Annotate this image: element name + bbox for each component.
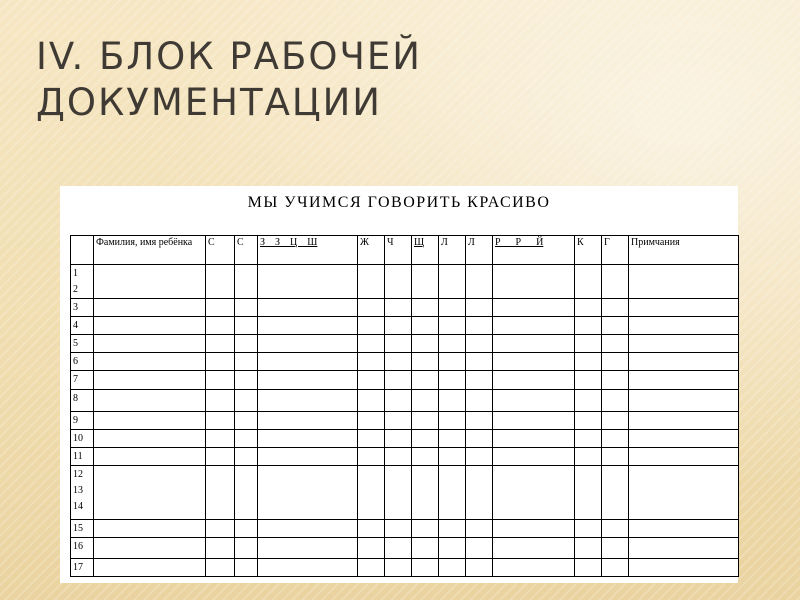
table-cell [206, 466, 235, 520]
table-cell [358, 265, 385, 299]
table-cell [258, 353, 358, 371]
table-cell [602, 353, 629, 371]
table-cell [94, 299, 206, 317]
table-cell [439, 371, 466, 390]
row-number-cell [71, 559, 94, 577]
table-cell [94, 335, 206, 353]
table-cell [235, 317, 258, 335]
table-cell [358, 390, 385, 412]
header-cell: С [206, 236, 235, 265]
table-cell [493, 430, 575, 448]
table-cell [602, 265, 629, 299]
slide-title [36, 34, 422, 126]
table-cell [439, 412, 466, 430]
table-cell [602, 317, 629, 335]
table-cell [439, 430, 466, 448]
table-cell [466, 299, 493, 317]
row-number: 17 [73, 562, 83, 573]
table-cell [385, 538, 412, 559]
table-cell [602, 412, 629, 430]
table-cell [629, 317, 739, 335]
table-cell [602, 299, 629, 317]
table-cell [439, 317, 466, 335]
table-cell [493, 412, 575, 430]
table-cell [358, 466, 385, 520]
table-cell [258, 538, 358, 559]
table-cell [412, 317, 439, 335]
header-cell: Примчания [629, 236, 739, 265]
row-number: 6 [73, 356, 78, 367]
table-cell [575, 412, 602, 430]
row-number: 13 [73, 485, 83, 496]
table-cell [235, 353, 258, 371]
table-cell [358, 520, 385, 538]
header-cell: Г [602, 236, 629, 265]
table-cell [94, 353, 206, 371]
table-cell [358, 299, 385, 317]
table-cell [629, 390, 739, 412]
table-cell [385, 371, 412, 390]
header-cell: К [575, 236, 602, 265]
table-cell [258, 448, 358, 466]
row-number: 11 [73, 451, 83, 462]
table-cell [258, 317, 358, 335]
table-cell [358, 448, 385, 466]
row-number: 9 [73, 415, 78, 426]
table-cell [206, 430, 235, 448]
table-cell [385, 390, 412, 412]
table-cell [258, 520, 358, 538]
table-row [71, 335, 739, 353]
row-number: 5 [73, 338, 78, 349]
header-cell-name: Фамилия, имя ребёнка [94, 236, 206, 265]
table-cell [94, 448, 206, 466]
table-row [71, 520, 739, 538]
children-record-table [70, 235, 739, 577]
slide-title-line-1: IV. БЛОК РАБОЧЕЙ [36, 35, 422, 78]
table-cell [385, 430, 412, 448]
table-cell [575, 353, 602, 371]
row-number: 12 [73, 469, 83, 480]
table-cell [206, 353, 235, 371]
table-cell [412, 412, 439, 430]
header-cell-number [71, 236, 94, 265]
table-row [71, 390, 739, 412]
table-cell [629, 520, 739, 538]
row-number-cell [71, 335, 94, 353]
table-cell [385, 520, 412, 538]
table-cell [412, 299, 439, 317]
header-cell: Ж [358, 236, 385, 265]
table-cell [493, 317, 575, 335]
table-cell [466, 430, 493, 448]
table-cell [412, 335, 439, 353]
table-cell [629, 265, 739, 299]
table-cell [439, 559, 466, 577]
table-cell [466, 265, 493, 299]
table-cell [629, 466, 739, 520]
table-cell [358, 430, 385, 448]
table-cell [602, 538, 629, 559]
table-cell [575, 559, 602, 577]
table-cell [258, 559, 358, 577]
table-cell [235, 335, 258, 353]
table-cell [206, 371, 235, 390]
table-cell [206, 538, 235, 559]
table-cell [385, 412, 412, 430]
table-row [71, 299, 739, 317]
table-cell [206, 265, 235, 299]
table-cell [439, 265, 466, 299]
table-cell [439, 448, 466, 466]
header-cell: С [235, 236, 258, 265]
table-cell [94, 559, 206, 577]
table-cell [412, 430, 439, 448]
table-cell [439, 353, 466, 371]
table-cell [412, 265, 439, 299]
table-cell [358, 317, 385, 335]
table-cell [385, 353, 412, 371]
row-number-cell [71, 390, 94, 412]
document-image [60, 186, 738, 583]
table-cell [493, 353, 575, 371]
table-cell [94, 430, 206, 448]
table-cell [358, 353, 385, 371]
table-cell [629, 335, 739, 353]
table-row [71, 412, 739, 430]
table-cell [439, 538, 466, 559]
table-cell [412, 353, 439, 371]
table-cell [235, 538, 258, 559]
table-cell [466, 466, 493, 520]
table-cell [602, 466, 629, 520]
table-cell [412, 559, 439, 577]
table-cell [235, 448, 258, 466]
table-cell [412, 448, 439, 466]
table-cell [206, 520, 235, 538]
table-cell [358, 412, 385, 430]
table-cell [466, 559, 493, 577]
header-cell: Ч [385, 236, 412, 265]
table-cell [94, 265, 206, 299]
table-cell [412, 520, 439, 538]
table-cell [602, 371, 629, 390]
table-cell [466, 520, 493, 538]
table-cell [439, 335, 466, 353]
table-cell [358, 335, 385, 353]
table-cell [629, 538, 739, 559]
table-row [71, 430, 739, 448]
table-row [71, 466, 739, 520]
row-number-cell [71, 448, 94, 466]
slide-title-line-2: ДОКУМЕНТАЦИИ [36, 81, 382, 124]
header-cell: Л [439, 236, 466, 265]
table-row [71, 265, 739, 299]
table-cell [412, 466, 439, 520]
table-cell [575, 335, 602, 353]
table-row [71, 371, 739, 390]
table-cell [94, 538, 206, 559]
row-number: 15 [73, 523, 83, 534]
table-cell [206, 390, 235, 412]
row-number-cell [71, 371, 94, 390]
table-cell [206, 448, 235, 466]
row-number-cell [71, 466, 94, 520]
table-cell [206, 412, 235, 430]
row-number: 4 [73, 320, 78, 331]
row-number: 14 [73, 501, 83, 512]
header-cell: Р Р Й [493, 236, 575, 265]
row-number-cell [71, 430, 94, 448]
table-cell [385, 265, 412, 299]
table-cell [602, 520, 629, 538]
table-cell [493, 299, 575, 317]
table-cell [466, 371, 493, 390]
table-cell [575, 371, 602, 390]
row-number: 1 [73, 268, 78, 279]
table-cell [466, 412, 493, 430]
table-cell [439, 390, 466, 412]
table-cell [358, 538, 385, 559]
table-cell [602, 448, 629, 466]
table-cell [575, 265, 602, 299]
table-cell [493, 538, 575, 559]
table-cell [602, 335, 629, 353]
table-cell [629, 448, 739, 466]
table-cell [439, 299, 466, 317]
table-cell [466, 353, 493, 371]
table-cell [493, 265, 575, 299]
table-cell [235, 412, 258, 430]
table-cell [385, 466, 412, 520]
table-cell [412, 390, 439, 412]
table-cell [493, 466, 575, 520]
table-cell [629, 353, 739, 371]
table-cell [235, 371, 258, 390]
table-cell [385, 299, 412, 317]
table-cell [258, 299, 358, 317]
table-cell [235, 559, 258, 577]
table-cell [493, 520, 575, 538]
table-cell [412, 371, 439, 390]
row-number: 7 [73, 374, 78, 385]
table-cell [235, 466, 258, 520]
table-cell [412, 538, 439, 559]
table-cell [575, 390, 602, 412]
table-cell [235, 430, 258, 448]
table-cell [602, 390, 629, 412]
table-cell [466, 335, 493, 353]
row-number-cell [71, 265, 94, 299]
table-cell [235, 265, 258, 299]
table-cell [602, 430, 629, 448]
table-cell [439, 466, 466, 520]
table-cell [258, 412, 358, 430]
table-cell [493, 559, 575, 577]
table-row [71, 448, 739, 466]
table-cell [94, 412, 206, 430]
table-cell [575, 466, 602, 520]
table-cell [94, 520, 206, 538]
table-cell [466, 317, 493, 335]
table-cell [439, 520, 466, 538]
row-number: 16 [73, 541, 83, 552]
table-cell [493, 371, 575, 390]
table-cell [575, 448, 602, 466]
row-number-cell [71, 353, 94, 371]
table-cell [258, 430, 358, 448]
header-cell: Л [466, 236, 493, 265]
table-cell [358, 559, 385, 577]
table-cell [385, 448, 412, 466]
table-cell [258, 390, 358, 412]
table-cell [258, 265, 358, 299]
table-cell [629, 412, 739, 430]
table-cell [206, 335, 235, 353]
row-number-cell [71, 317, 94, 335]
table-cell [466, 538, 493, 559]
row-number: 10 [73, 433, 83, 444]
table-row [71, 559, 739, 577]
table-cell [235, 390, 258, 412]
table-cell [629, 299, 739, 317]
table-row [71, 353, 739, 371]
table-cell [629, 430, 739, 448]
table-cell [385, 317, 412, 335]
table-cell [235, 299, 258, 317]
table-cell [206, 317, 235, 335]
row-number-cell [71, 520, 94, 538]
table-cell [575, 520, 602, 538]
table-cell [206, 299, 235, 317]
table-cell [258, 466, 358, 520]
table-cell [466, 448, 493, 466]
table-cell [258, 335, 358, 353]
row-number: 3 [73, 302, 78, 313]
table-cell [575, 317, 602, 335]
document-title: МЫ УЧИМСЯ ГОВОРИТЬ КРАСИВО [247, 194, 551, 211]
table-row [71, 538, 739, 559]
table-cell [258, 371, 358, 390]
table-cell [385, 335, 412, 353]
table-cell [602, 559, 629, 577]
table-cell [575, 430, 602, 448]
table-cell [575, 538, 602, 559]
table-header-row [71, 236, 739, 265]
table-cell [575, 299, 602, 317]
table-cell [94, 466, 206, 520]
row-number: 2 [73, 284, 78, 295]
table-row [71, 317, 739, 335]
table-cell [235, 520, 258, 538]
table-cell [466, 390, 493, 412]
table-cell [385, 559, 412, 577]
table-cell [94, 371, 206, 390]
table-cell [94, 390, 206, 412]
table-cell [493, 448, 575, 466]
table-cell [94, 317, 206, 335]
row-number-cell [71, 412, 94, 430]
table-cell [493, 390, 575, 412]
row-number-cell [71, 538, 94, 559]
table-cell [629, 559, 739, 577]
table-cell [493, 335, 575, 353]
row-number: 8 [73, 393, 78, 404]
header-cell: Щ [412, 236, 439, 265]
row-number-cell [71, 299, 94, 317]
table-cell [629, 371, 739, 390]
header-cell: З З Ц Ш [258, 236, 358, 265]
table-cell [206, 559, 235, 577]
table-cell [358, 371, 385, 390]
